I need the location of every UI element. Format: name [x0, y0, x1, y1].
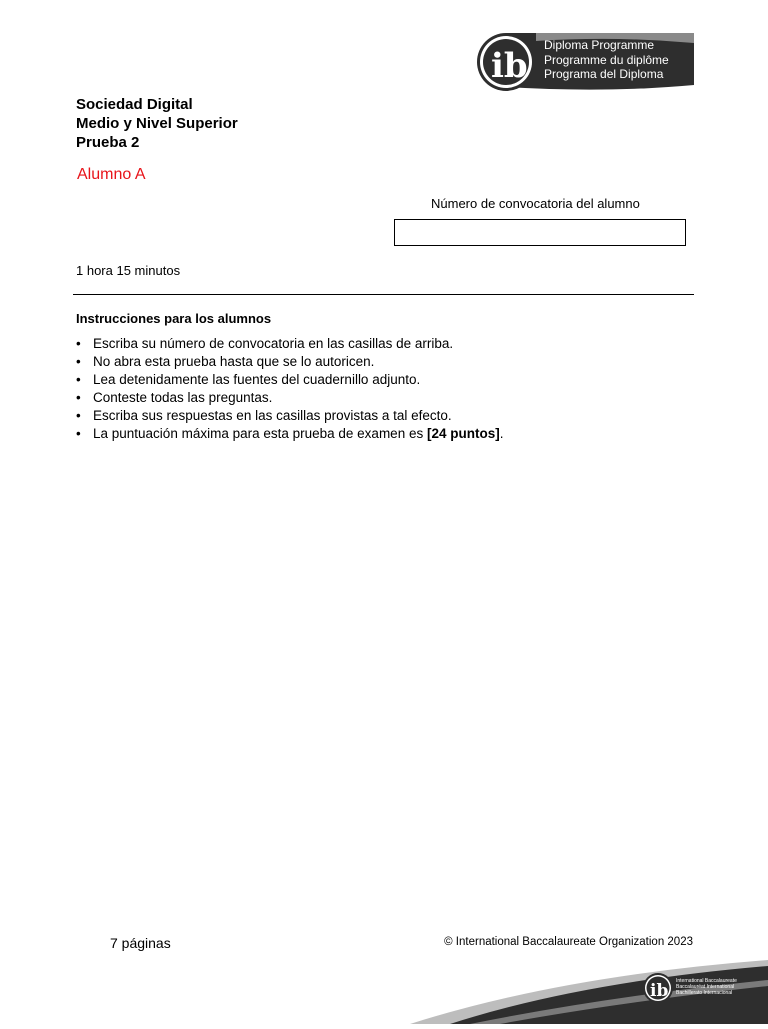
ib-logo-line-1: Diploma Programme: [544, 38, 655, 52]
instruction-item: • Escriba su número de convocatoria en las casillas de arriba.: [76, 335, 503, 353]
instructions-list: [76, 335, 503, 443]
subject-title: Sociedad Digital: [76, 96, 193, 113]
footer-ib-logo: [410, 956, 768, 1024]
ib-logo-line-3: Programa del Diploma: [544, 67, 664, 81]
instruction-item-max-score: [76, 425, 503, 443]
student-label: Alumno A: [77, 166, 146, 183]
svg-text:ib: ib: [650, 981, 669, 1001]
page-count: 7 páginas: [110, 935, 171, 951]
footer-ib-line-2: Baccalauréat International: [676, 984, 735, 990]
exam-title: [76, 95, 238, 152]
instruction-item: • Lea detenidamente las fuentes del cuadernillo adjunto.: [76, 371, 503, 389]
ib-logo-line-2: Programme du diplôme: [544, 52, 669, 67]
max-score-period: .: [499, 426, 504, 441]
divider: [73, 294, 694, 295]
svg-text:ib: ib: [491, 46, 528, 86]
level-title: Medio y Nivel Superior: [76, 115, 238, 132]
candidate-number-label: Número de convocatoria del alumno: [431, 196, 640, 211]
footer-ib-line-3: Bachillerato Internacional: [676, 990, 733, 996]
footer-ib-line-1: International Baccalaureate: [676, 978, 737, 984]
paper-title: Prueba 2: [76, 134, 140, 151]
instruction-item: • Escriba sus respuestas en las casillas provistas a tal efecto.: [76, 407, 503, 425]
ib-diploma-logo: [476, 33, 694, 91]
instruction-item: • No abra esta prueba hasta que se lo autoricen.: [76, 353, 503, 371]
instructions-heading: Instrucciones para los alumnos: [76, 311, 272, 326]
candidate-number-field[interactable]: [394, 219, 686, 246]
exam-duration: 1 hora 15 minutos: [76, 263, 181, 278]
max-score-text: La puntuación máxima para esta prueba de examen es: [93, 426, 427, 441]
max-score-value: [24 puntos]: [426, 426, 500, 441]
instruction-item: • Conteste todas las preguntas.: [76, 389, 503, 407]
copyright-notice: © International Baccalaureate Organization 2023: [444, 936, 693, 948]
